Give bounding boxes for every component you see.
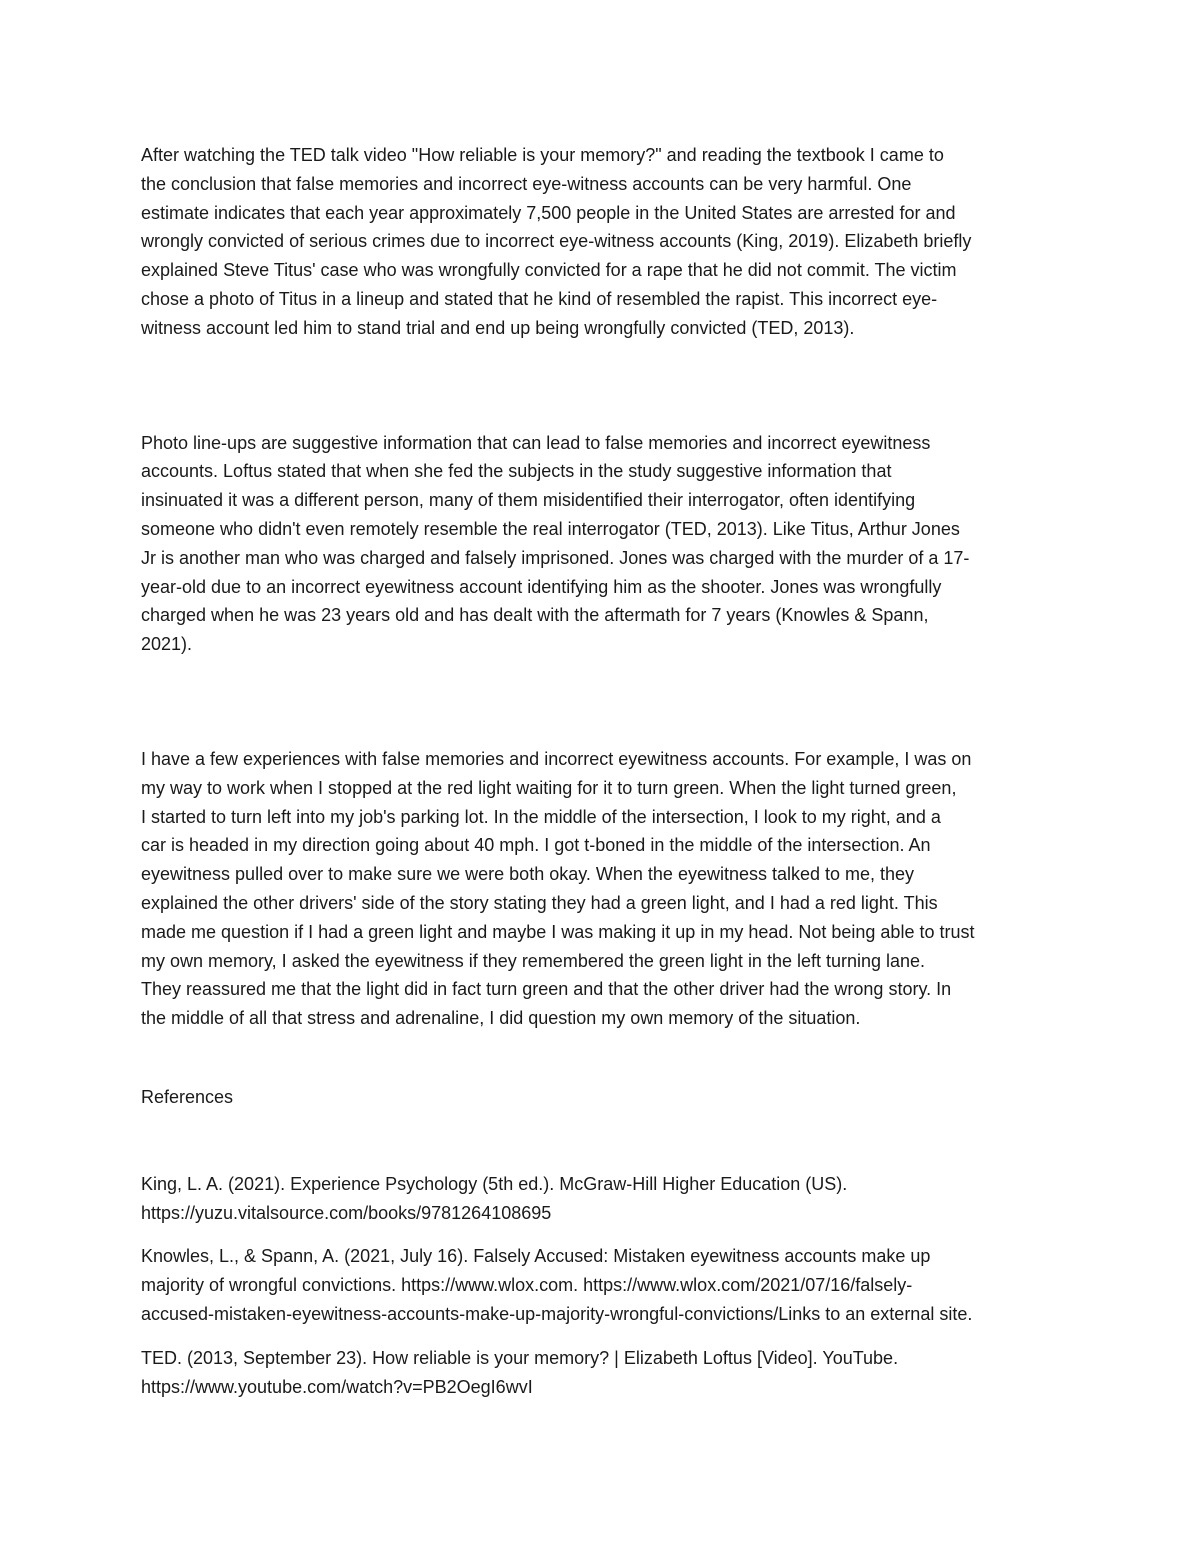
paragraph-3: I have a few experiences with false memories and incorrect eyewitness accounts. For example, I was on my way to work when I stopped at the red light waiting for it to turn green. When the light turned green, I started to turn left into my job's parking lot. In the middle of the intersection, I look to my right, and a car is headed in my direction going about 40 mph. I got t-boned in the middle of the intersection. An eyewitness pulled over to make sure we were both okay. When the eyewitness talked to me, they explained the other drivers' side of the story stating they had a green light, and I had a red light. This made me question if I had a green light and maybe I was making it up in my head. Not being able to trust my own memory, I asked the eyewitness if they remembered the green light in the left turning lane. They reassured me that the light did in fact turn green and that the other driver had the wrong story. In the middle of all that stress and adrenaline, I did question my own memory of the situation. (141, 748, 975, 1029)
reference-knowles: Knowles, L., & Spann, A. (2021, July 16). Falsely Accused: Mistaken eyewitness accounts make up majority of wrongful convictions. https://www.wlox.com. https://www.wlox.com/2021/07/16/falsely- accused-mistaken-eyewitness-accounts-make-up-majority-wrongful-convictions/Links to an external site. (141, 1246, 973, 1324)
reference-king: King, L. A. (2021). Experience Psychology (5th ed.). McGraw-Hill Higher Education (US). https://yuzu.vitalsource.com/books/9781264108695 (141, 1173, 848, 1223)
reference-ted: TED. (2013, September 23). How reliable is your memory? | Elizabeth Loftus [Video]. YouTube. https://www.youtube.com/watch?v=PB2OegI6wvI (141, 1347, 899, 1397)
paragraph-1: After watching the TED talk video "How reliable is your memory?" and reading the textbook I came to the conclusion that false memories and incorrect eye-witness accounts can be very harmful. One estimate indicates that each year approximately 7,500 people in the United States are arrested for and wrongly convicted of serious crimes due to incorrect eye-witness accounts (King, 2019). Elizabeth briefly explained Steve Titus' case who was wrongfully convicted for a rape that he did not commit. The victim chose a photo of Titus in a lineup and stated that he kind of resembled the rapist. This incorrect eye- witness account led him to stand trial and end up being wrongfully convicted (TED, 2013). (141, 145, 972, 338)
references-heading: References (141, 1086, 234, 1107)
document-body (141, 141, 1066, 1416)
paragraph-2: Photo line-ups are suggestive information that can lead to false memories and incorrect eyewitness accounts. Loftus stated that when she fed the subjects in the study suggestive information that insinuated it was a different person, many of them misidentified their interrogator, often identifying someone who didn't even remotely resemble the real interrogator (TED, 2013). Like Titus, Arthur Jones Jr is another man who was charged and falsely imprisoned. Jones was charged with the murder of a 17- year-old due to an incorrect eyewitness account identifying him as the shooter. Jones was wrongfully charged when he was 23 years old and has dealt with the aftermath for 7 years (Knowles & Spann, 2021). (141, 432, 970, 655)
